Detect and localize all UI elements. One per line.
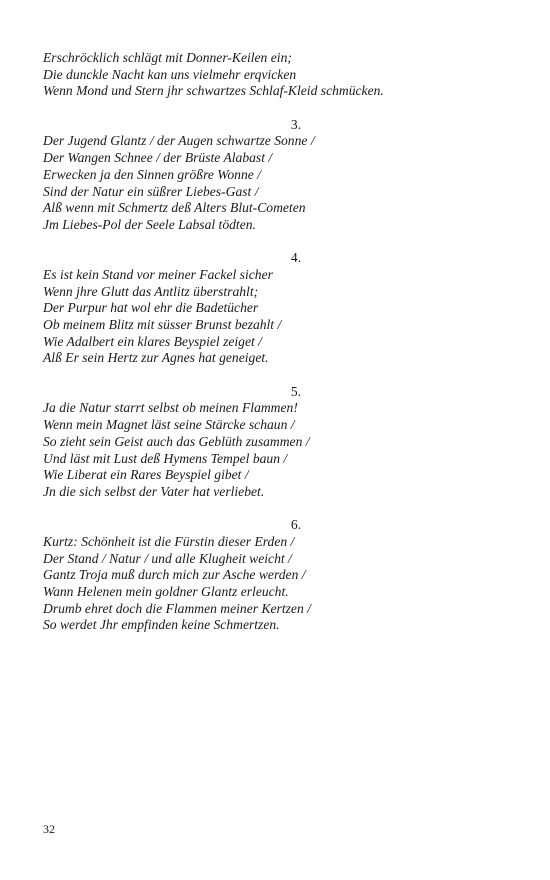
verse-line: Der Purpur hat wol ehr die Badetücher — [43, 300, 259, 316]
stanza-number: 6. — [290, 517, 302, 533]
verse-line: Die dunckle Nacht kan uns vielmehr erqvicken — [43, 66, 297, 82]
verse-line: Jn die sich selbst der Vater hat verliebet. — [43, 483, 265, 499]
verse-line: Ja die Natur starrt selbst ob meinen Flammen! — [43, 400, 298, 416]
stanza-number: 4. — [290, 250, 302, 266]
verse-line: Erwecken ja den Sinnen größre Wonne / — [43, 166, 261, 182]
verse-line: Der Wangen Schnee / der Brüste Alabast / — [43, 150, 273, 166]
stanza-number: 3. — [290, 116, 302, 132]
stanza-5 — [43, 384, 513, 501]
verse-line: Kurtz: Schönheit ist die Fürstin dieser Erden / — [43, 533, 295, 549]
stanza-3 — [43, 117, 513, 234]
verse-line: Der Jugend Glantz / der Augen schwartze Sonne / — [43, 133, 315, 149]
verse-line: Wenn Mond und Stern jhr schwartzes Schlaf-Kleid schmücken. — [43, 83, 384, 99]
verse-line: Wenn mein Magnet läst seine Stärcke schaun / — [43, 417, 295, 433]
stanza-number: 5. — [290, 383, 302, 399]
verse-line: Drumb ehret doch die Flammen meiner Kertzen / — [43, 600, 311, 616]
stanza-4 — [43, 250, 513, 367]
verse-line: Alß Er sein Hertz zur Agnes hat geneiget. — [43, 350, 269, 366]
verse-line: Alß wenn mit Schmertz deß Alters Blut-Cometen — [43, 200, 306, 216]
stanza-6 — [43, 517, 513, 634]
verse-line: Wann Helenen mein goldner Glantz erleucht. — [43, 584, 289, 599]
verse-line: Erschröcklich schlägt mit Donner-Keilen ein; — [43, 50, 292, 65]
verse-line: Der Stand / Natur / und alle Klugheit weicht / — [43, 550, 292, 566]
verse-line: Jm Liebes-Pol der Seele Labsal tödten. — [43, 216, 256, 232]
verse-line: Ob meinem Blitz mit süsser Brunst bezahlt / — [43, 317, 282, 332]
verse-line: Wie Adalbert ein klares Beyspiel zeiget / — [43, 333, 262, 349]
page-body — [43, 50, 513, 634]
verse-line: So werdet Jhr empfinden keine Schmertzen. — [43, 617, 280, 633]
page-number: 32 — [43, 822, 55, 836]
verse-line: Und läst mit Lust deß Hymens Tempel baun / — [43, 450, 288, 466]
verse-line: Wenn jhre Glutt das Antlitz überstrahlt; — [43, 283, 259, 299]
opening-stanza — [43, 50, 513, 100]
verse-line: Wie Liberat ein Rares Beyspiel gibet / — [43, 467, 249, 483]
verse-line: Gantz Troja muß durch mich zur Asche werden / — [43, 567, 306, 583]
verse-line: So zieht sein Geist auch das Geblüth zusammen / — [43, 433, 310, 449]
verse-line: Es ist kein Stand vor meiner Fackel sicher — [43, 266, 273, 282]
verse-line: Sind der Natur ein süßrer Liebes-Gast / — [43, 183, 259, 199]
